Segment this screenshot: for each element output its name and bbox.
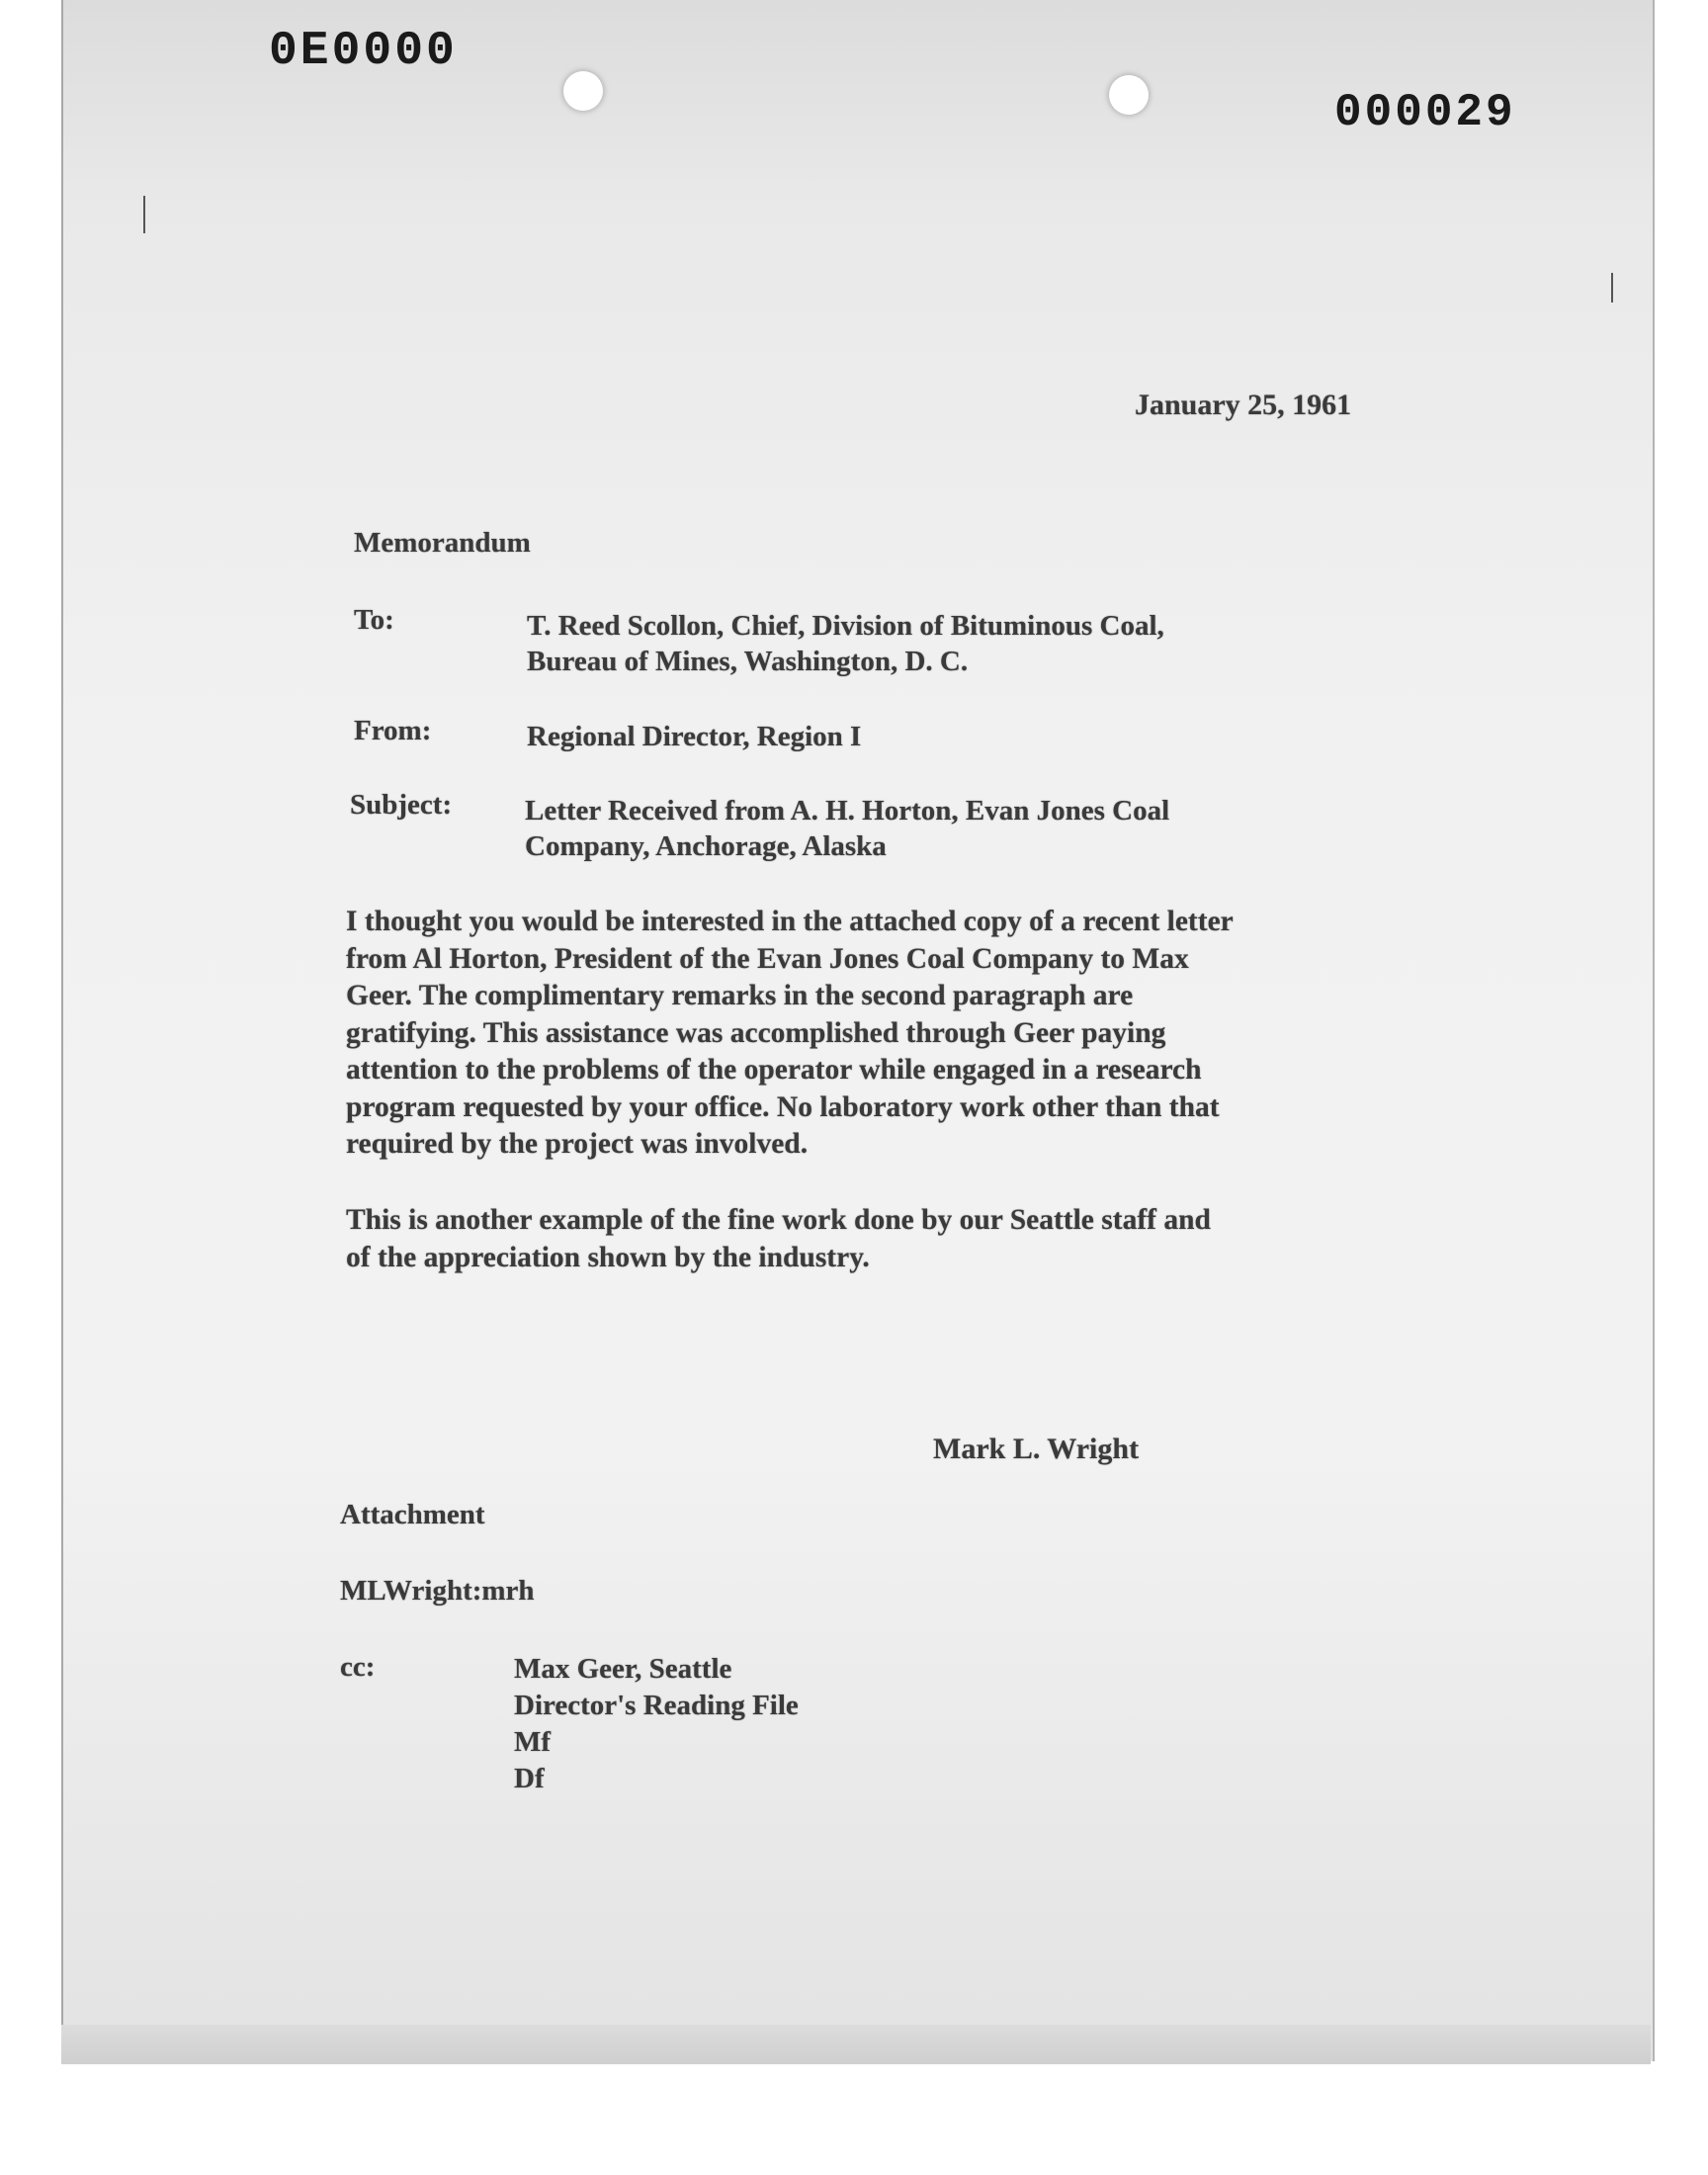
paragraph-line: required by the project was involved. [346, 1128, 809, 1160]
punch-hole-right [1109, 75, 1149, 115]
margin-mark [143, 196, 145, 233]
document-stamp-top-left: 0E0000 [269, 25, 458, 78]
paragraph-line: Geer. The complimentary remarks in the second paragraph are [346, 980, 1134, 1011]
subject-label: Subject: [350, 789, 453, 821]
body-paragraph-2 [346, 1202, 1396, 1276]
paragraph-line: from Al Horton, President of the Evan Jones Coal Company to Max [346, 942, 1189, 975]
paragraph-line: of the appreciation shown by the industry. [346, 1241, 870, 1273]
margin-mark [1611, 273, 1613, 303]
paragraph-line: gratifying. This assistance was accomplished through Geer paying [346, 1016, 1166, 1049]
cc-list [514, 1651, 799, 1797]
to-value [527, 608, 1164, 679]
from-label: From: [354, 715, 432, 746]
cc-item: Director's Reading File [514, 1690, 799, 1721]
subject-value [525, 793, 1169, 864]
cc-item: Mf [514, 1726, 552, 1758]
body-paragraph-1 [346, 904, 1396, 1164]
to-label: To: [354, 604, 394, 636]
subject-line: Company, Anchorage, Alaska [525, 830, 887, 862]
attachment-note: Attachment [340, 1499, 485, 1530]
from-value: Regional Director, Region I [527, 721, 862, 752]
page-bottom-edge [61, 2025, 1651, 2064]
cc-item: Max Geer, Seattle [514, 1653, 732, 1685]
typist-initials: MLWright:mrh [340, 1575, 535, 1607]
paragraph-line: I thought you would be interested in the attached copy of a recent letter [346, 906, 1234, 937]
subject-line: Letter Received from A. H. Horton, Evan Jones Coal [525, 795, 1170, 826]
memo-date: January 25, 1961 [1135, 389, 1352, 421]
memo-title: Memorandum [354, 527, 531, 559]
punch-hole-left [563, 71, 603, 111]
to-line: T. Reed Scollon, Chief, Division of Bituminous Coal, [527, 610, 1164, 642]
document-stamp-top-right: 000029 [1334, 87, 1516, 138]
signature-name: Mark L. Wright [933, 1433, 1140, 1465]
cc-label: cc: [340, 1651, 376, 1683]
to-line: Bureau of Mines, Washington, D. C. [527, 646, 969, 677]
paragraph-line: program requested by your office. No laboratory work other than that [346, 1090, 1220, 1123]
cc-item: Df [514, 1763, 545, 1794]
paragraph-line: attention to the problems of the operator while engaged in a research [346, 1054, 1202, 1086]
paragraph-line: This is another example of the fine work done by our Seattle staff and [346, 1204, 1211, 1236]
